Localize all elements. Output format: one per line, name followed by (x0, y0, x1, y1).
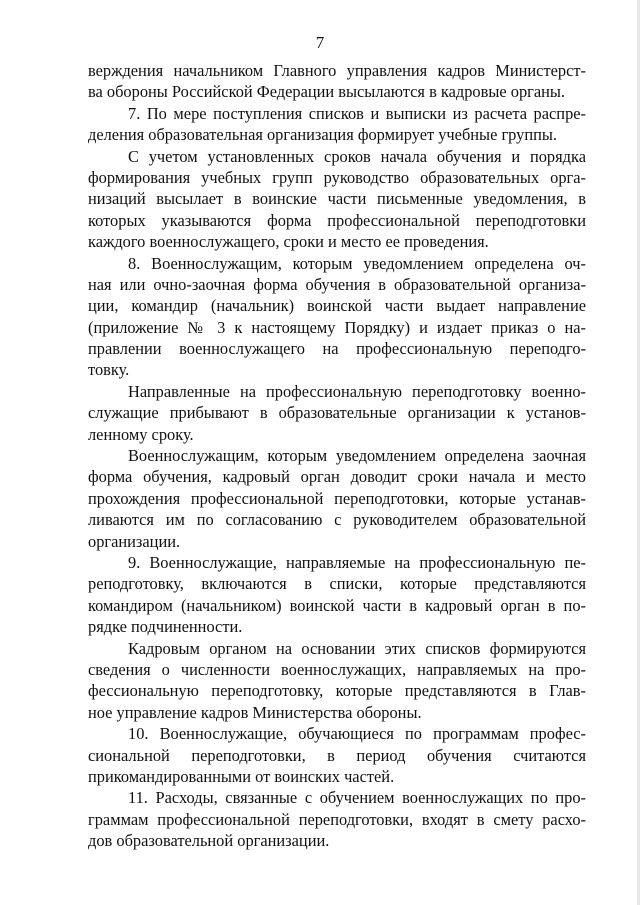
text-line: прохождения профессиональной переподготовки, которые устанав- (88, 488, 586, 508)
paragraph (88, 445, 586, 552)
text-line: ная или очно-заочная форма обучения в образовательной организа- (88, 274, 586, 294)
text-line: ливаются им по согласованию с руководителем образовательной (88, 510, 586, 530)
text-line: С учетом установленных сроков начала обучения и порядка (128, 146, 586, 166)
text-line: сиональной переподготовки, в период обучения считаются (88, 745, 586, 765)
text-line: форма обучения, кадровый орган доводит сроки начала и место (88, 467, 586, 487)
text-line: 9. Военнослужащие, направляемые на профессиональную пе- (128, 552, 586, 572)
text-line: каждого военнослужащего, сроки и место ее проведения. (88, 232, 489, 252)
text-line: Военнослужащим, которым уведомлением определена заочная (128, 446, 586, 466)
text-line: прикомандированными от воинских частей. (88, 766, 395, 786)
paragraph (88, 146, 586, 253)
paragraph (88, 552, 586, 638)
text-line: (приложение № 3 к настоящему Порядку) и издает приказ о на- (88, 317, 586, 337)
paragraph (88, 723, 586, 787)
text-line: 11. Расходы, связанные с обучением военнослужащих по про- (128, 788, 586, 808)
text-line: граммам профессиональной переподготовки, входят в смету расхо- (88, 809, 586, 829)
paragraph (88, 381, 586, 445)
text-line: товку. (88, 360, 130, 380)
text-line: верждения начальником Главного управления кадров Министерст- (88, 61, 586, 80)
text-line: ва обороны Российской Федерации высылаются в кадровые органы. (88, 82, 566, 102)
text-line: формирования учебных групп руководство образовательных орга- (88, 167, 586, 187)
text-line: Кадровым органом на основании этих списков формируются (128, 638, 586, 658)
text-line: фессиональную переподготовку, которые представляются в Глав- (88, 681, 586, 701)
text-line: сведения о численности военнослужащих, направляемых на про- (88, 659, 586, 679)
text-line: ции, командир (начальник) воинской части выдает направление (88, 296, 586, 316)
text-line: ленному сроку. (88, 424, 194, 444)
text-line: 7. По мере поступления списков и выписки из расчета распре- (128, 103, 586, 123)
text-line: ное управление кадров Министерства обороны. (88, 702, 422, 722)
paragraph (88, 103, 586, 146)
paragraph (88, 787, 586, 851)
text-line: организации. (88, 531, 181, 551)
text-line: дов образовательной организации. (88, 831, 330, 851)
page-number: 7 (315, 33, 325, 52)
paragraph (88, 253, 586, 381)
text-line: которых указываются форма профессиональной переподготовки (88, 210, 586, 230)
text-line: правлении военнослужащего на профессиональную переподго- (88, 339, 586, 359)
text-line: 8. Военнослужащим, которым уведомлением определена оч- (128, 253, 586, 273)
paragraph (88, 638, 586, 724)
paragraph (88, 60, 586, 103)
text-line: реподготовку, включаются в списки, которые представляются (88, 574, 586, 594)
text-line: рядке подчиненности. (88, 617, 243, 637)
text-line: низаций высылает в воинские части письменные уведомления, в (88, 189, 586, 209)
text-line: Направленные на профессиональную переподготовку военно- (128, 381, 586, 401)
text-line: служащие прибывают в образовательные организации к установ- (88, 403, 586, 423)
text-line: 10. Военнослужащие, обучающиеся по программам профес- (128, 724, 586, 744)
document-body (88, 60, 586, 851)
text-line: деления образовательная организация формирует учебные группы. (88, 125, 557, 145)
text-line: командиром (начальником) воинской части в кадровый орган в по- (88, 595, 586, 615)
